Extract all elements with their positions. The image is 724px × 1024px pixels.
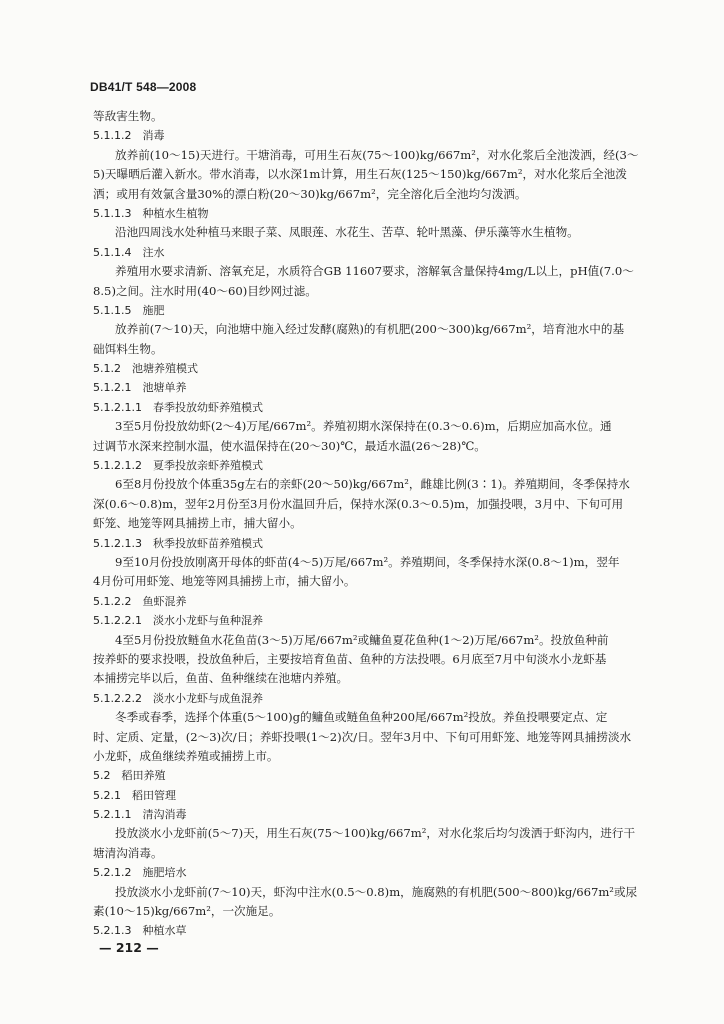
section-heading: 5.2.1.3 种植水草 (93, 924, 187, 938)
paragraph-line: 3至5月份投放幼虾(2～4)万尾/667m²。养殖初期水深保持在(0.3～0.6)m，后期应加高水位。通 (115, 419, 612, 434)
paragraph-line: 冬季或春季，选择个体重(5～100)g的鳙鱼或鲢鱼鱼种200尾/667m²投放。养鱼投喂要定点、定 (115, 710, 608, 725)
paragraph-line: 9至10月份投放刚离开母体的虾苗(4～5)万尾/667m²。养殖期间，冬季保持水深(0.8～1)m，翌年 (115, 554, 620, 569)
paragraph-line: 洒；或用有效氯含量30%的漂白粉(20～30)kg/667m²，完全溶化后全池均匀泼洒。 (93, 186, 527, 201)
section-heading: 5.2 稻田养殖 (93, 769, 166, 783)
paragraph-line: 养殖用水要求清新、溶氧充足，水质符合GB 11607要求，溶解氧含量保持4mg/L以上，pH值(7.0～ (115, 264, 634, 279)
paragraph-line: 小龙虾，成鱼继续养殖或捕捞上市。 (93, 748, 279, 763)
paragraph-line: 时、定质、定量，(2～3)次/日；养虾投喂(1～2)次/日。翌年3月中、下旬可用虾笼、地笼等网具捕捞淡水 (93, 729, 632, 744)
paragraph-line: 6至8月份投放个体重35g左右的亲虾(20～50)kg/667m²，雌雄比例(3∶1)。养殖期间，冬季保持水 (115, 477, 630, 492)
section-heading: 5.1.2.2.2 淡水小龙虾与成鱼混养 (93, 691, 263, 705)
section-heading: 5.2.1 稻田管理 (93, 788, 176, 802)
paragraph-line: 4至5月份投放鲢鱼水花鱼苗(3～5)万尾/667m²或鳙鱼夏花鱼种(1～2)万尾/667m²。投放鱼种前 (115, 632, 609, 647)
paragraph-line: 按养虾的要求投喂，投放鱼种后，主要按培育鱼苗、鱼种的方法投喂。6月底至7月中旬淡水小龙虾基 (93, 651, 607, 666)
paragraph-line: 础饵料生物。 (93, 341, 163, 356)
section-heading: 5.1.1.3 种植水生植物 (93, 206, 209, 220)
standard-number-header: DB41/T 548—2008 (90, 80, 197, 94)
paragraph-line: 本捕捞完毕以后，鱼苗、鱼种继续在池塘内养殖。 (93, 671, 349, 686)
paragraph-line: 8.5)之间。注水时用(40～60)目纱网过滤。 (93, 283, 317, 298)
section-heading: 5.1.1.2 消毒 (93, 129, 165, 143)
section-heading: 5.1.2.1.2 夏季投放亲虾养殖模式 (93, 459, 263, 473)
section-heading: 5.1.2.2 鱼虾混养 (93, 594, 187, 608)
paragraph-line: 等敌害生物。 (93, 109, 163, 123)
section-heading: 5.1.2.2.1 淡水小龙虾与鱼种混养 (93, 614, 263, 628)
paragraph-line: 塘清沟消毒。 (93, 845, 163, 860)
paragraph-line: 4月份可用虾笼、地笼等网具捕捞上市，捕大留小。 (93, 574, 356, 589)
page-number: — 212 — (99, 940, 159, 955)
section-heading: 5.1.2.1.1 春季投放幼虾养殖模式 (93, 400, 263, 414)
section-heading: 5.2.1.2 施肥培水 (93, 866, 187, 880)
paragraph-line: 投放淡水小龙虾前(5～7)天，用生石灰(75～100)kg/667m²，对水化浆后均匀泼洒于虾沟内，进行干 (115, 826, 636, 841)
section-heading: 5.1.1.5 施肥 (93, 303, 165, 317)
paragraph-line: 5)天曝晒后灌入新水。带水消毒，以水深1m计算，用生石灰(125～150)kg/667m²，对水化浆后全池泼 (93, 167, 627, 182)
paragraph-line: 放养前(10～15)天进行。干塘消毒，可用生石灰(75～100)kg/667m²，对水化浆后全池泼洒，经(3～ (115, 147, 639, 162)
paragraph-line: 素(10～15)kg/667m²，一次施足。 (93, 904, 281, 919)
paragraph-line: 投放淡水小龙虾前(7～10)天，虾沟中注水(0.5～0.8)m，施腐熟的有机肥(500～800)kg/667m²或尿 (115, 884, 638, 899)
document-body (93, 107, 659, 941)
paragraph-line: 过调节水深来控制水温，使水温保持在(20～30)℃，最适水温(26～28)℃。 (93, 438, 486, 453)
section-heading: 5.1.2.1 池塘单养 (93, 381, 187, 395)
section-heading: 5.1.2 池塘养殖模式 (93, 362, 198, 376)
section-heading: 5.1.2.1.3 秋季投放虾苗养殖模式 (93, 536, 263, 550)
section-heading: 5.2.1.1 清沟消毒 (93, 808, 187, 822)
paragraph-line: 深(0.6～0.8)m，翌年2月份至3月份水温回升后，保持水深(0.3～0.5)m，加强投喂，3月中、下旬可用 (93, 496, 624, 511)
paragraph-line: 虾笼、地笼等网具捕捞上市，捕大留小。 (93, 516, 302, 531)
paragraph-line: 沿池四周浅水处种植马来眼子菜、凤眼莲、水花生、苦草、轮叶黑藻、伊乐藻等水生植物。 (115, 225, 579, 240)
paragraph-line: 放养前(7～10)天，向池塘中施入经过发酵(腐熟)的有机肥(200～300)kg/667m²，培育池水中的基 (115, 322, 625, 337)
section-heading: 5.1.1.4 注水 (93, 245, 165, 259)
